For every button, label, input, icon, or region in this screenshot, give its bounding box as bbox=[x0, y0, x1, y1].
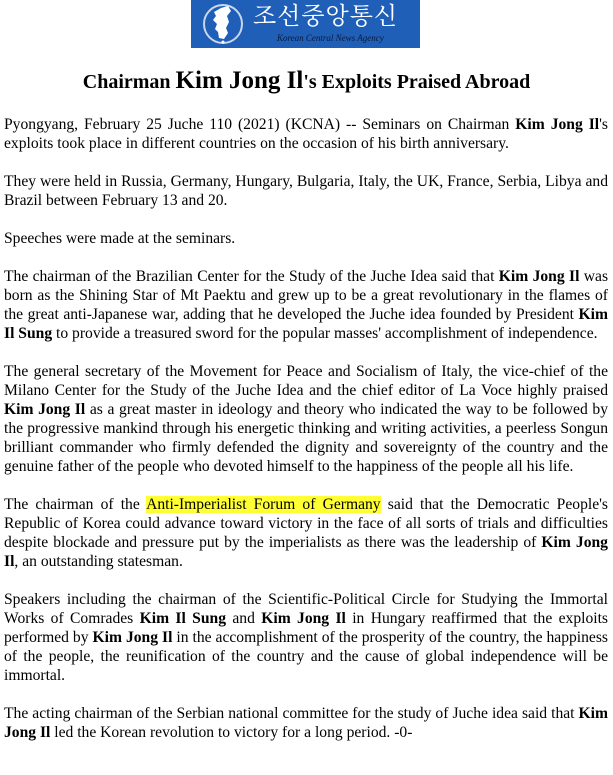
logo-english-text: Korean Central News Agency bbox=[277, 33, 384, 43]
article-headline bbox=[0, 66, 613, 97]
headline-part2: 's Exploits Praised Abroad bbox=[303, 71, 531, 93]
text: in the accomplishment of the prosperity of the country, the happiness of the people, the reunification of the country and the cause of global independence will be immortal. bbox=[4, 629, 608, 684]
text: Speeches were made at the seminars. bbox=[4, 230, 236, 247]
paragraph-8 bbox=[4, 704, 608, 742]
globe-korea-map-icon bbox=[201, 2, 245, 46]
bold-name: Kim Il Sung bbox=[4, 306, 608, 342]
text: The chairman of the Brazilian Center for the Study of the Juche Idea said that bbox=[4, 268, 499, 285]
text: , an outstanding statesman. bbox=[14, 553, 183, 570]
paragraph-2 bbox=[4, 172, 608, 210]
paragraph-4 bbox=[4, 267, 608, 343]
logo-korean-text: 조선중앙통신 bbox=[253, 2, 399, 30]
bold-name: Kim Jong Il bbox=[4, 401, 86, 418]
text: 's exploits took place in different countries on the occasion of his birth anniversary. bbox=[4, 116, 608, 152]
bold-name: Kim Jong Il bbox=[498, 268, 580, 285]
text: was born as the Shining Star of Mt Paektu and grew up to be a great revolutionary in the flames of the great anti-Japanese war, adding that he developed the Juche idea founded by President bbox=[4, 268, 609, 323]
bold-name: Kim Jong Il bbox=[92, 629, 173, 646]
bold-name: Kim Il Sung bbox=[139, 610, 226, 627]
headline-part1: Chairman bbox=[82, 71, 176, 93]
text: The acting chairman of the Serbian national committee for the study of Juche idea said that bbox=[4, 705, 579, 722]
paragraph-6 bbox=[4, 495, 608, 571]
paragraph-1 bbox=[4, 115, 608, 153]
kcna-logo[interactable] bbox=[191, 0, 420, 48]
text: led the Korean revolution to victory for a long period. -0- bbox=[50, 724, 413, 741]
bold-name: Kim Jong Il bbox=[515, 116, 600, 133]
paragraph-5 bbox=[4, 362, 608, 476]
text: said that the Democratic People's Republic of Korea could advance toward victory in the face of all sorts of trials and difficulties despite blockade and pressure put by the imperialists as there was the leadership of bbox=[4, 496, 608, 551]
text: Pyongyang, February 25 Juche 110 (2021) (KCNA) -- Seminars on Chairman bbox=[4, 116, 516, 133]
bold-name: Kim Jong Il bbox=[261, 610, 346, 627]
text: as a great master in ideology and theory who indicated the way to be followed by the progressive mankind through his energetic thinking and writing activities, a peerless Songun brilliant commander who firmly defended the dignity and sovereignty of the country and the genuine father of the people who devoted himself to the happiness of the people all his life. bbox=[4, 401, 608, 475]
article-body bbox=[4, 115, 608, 761]
masthead bbox=[0, 0, 613, 49]
highlighted-text[interactable]: Anti-Imperialist Forum of Germany bbox=[146, 496, 381, 513]
text: Speakers including the chairman of the Scientific-Political Circle for Studying the Immortal Works of Comrades bbox=[4, 591, 608, 627]
text: The chairman of the bbox=[4, 496, 147, 513]
text: to provide a treasured sword for the popular masses' accomplishment of independence. bbox=[52, 325, 598, 342]
paragraph-3 bbox=[4, 229, 608, 248]
text: The general secretary of the Movement for Peace and Socialism of Italy, the vice-chief of the Milano Center for the Study of the Juche Idea and the chief editor of La Voce highly praised bbox=[4, 363, 608, 399]
bold-name: Kim Jong Il bbox=[4, 534, 608, 570]
headline-name: Kim Jong Il bbox=[175, 67, 304, 94]
paragraph-7 bbox=[4, 590, 608, 685]
bold-name: Kim Jong Il bbox=[4, 705, 608, 741]
text: in Hungary reaffirmed that the exploits performed by bbox=[4, 610, 609, 646]
text: They were held in Russia, Germany, Hungary, Bulgaria, Italy, the UK, France, Serbia, Libya and Brazil between February 13 and 20. bbox=[4, 173, 608, 209]
text: and bbox=[226, 610, 262, 627]
